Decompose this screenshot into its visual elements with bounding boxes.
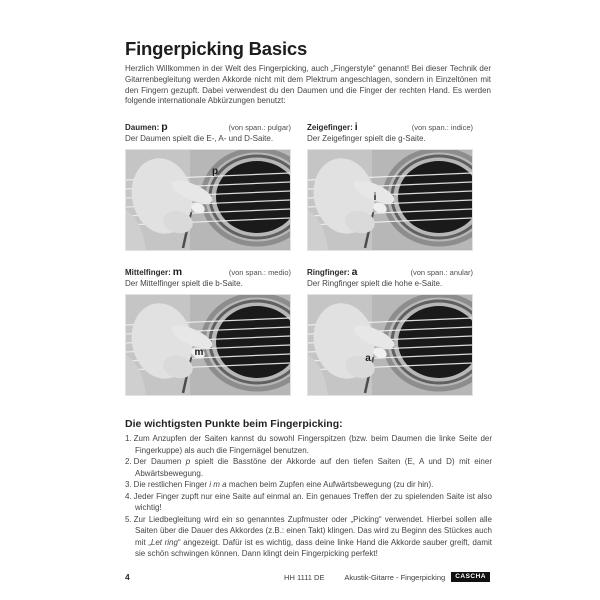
- finger-label-row: [125, 120, 291, 133]
- point-number: 2.: [125, 457, 132, 466]
- page-number: 4: [125, 572, 130, 582]
- finger-description: Der Zeigefinger spielt die g-Saite.: [307, 134, 426, 143]
- points-heading: Die wichtigsten Punkte beim Fingerpicking:: [125, 417, 343, 430]
- book-title: Akustik-Gitarre - Fingerpicking: [344, 572, 446, 582]
- point-segment: Zur Liedbegleitung wird ein so genanntes Zupfmuster oder „Picking“ verwendet. Hierbei sollen alle Saiten über die Dauer des Akkordes (z.B.: einen Takt) klingen. Das wird zu Beginn des Stückes auch mit „: [133, 514, 492, 547]
- intro-paragraph: Herzlich Willkommen in der Welt des Fingerpicking, auch „Fingerstyle“ genannt! Bei dieser Technik der Gitarrenbegleitung werden Akkorde nicht mit dem Plektrum angeschlagen, sondern in Einzeltönen mit den Fingern gezupft. Dabei verwendest du den Daumen und die Finger der rechten Hand. Es werden folgende internationale Abkürzungen benutzt:: [125, 64, 491, 106]
- point-item: [125, 514, 492, 560]
- finger-name: Daumen:: [125, 123, 160, 132]
- finger-letter: a: [351, 266, 358, 278]
- point-item: [125, 479, 492, 491]
- finger-figure: [307, 265, 473, 396]
- finger-name: Ringfinger:: [307, 268, 350, 277]
- finger-name: Zeigefinger:: [307, 123, 353, 132]
- finger-label-row: [125, 265, 291, 278]
- point-segment: i m a: [209, 480, 227, 489]
- point-segment: Der Daumen: [133, 457, 186, 466]
- point-segment: spielt die Basstöne der Akkorde auf den tiefen Saiten (E, A und D) mit einer Abwärtsbewegung.: [135, 457, 492, 478]
- point-number: 5.: [125, 514, 132, 524]
- finger-photo: [307, 149, 473, 251]
- footer-bookline: [344, 572, 490, 582]
- photo-letter-label: p: [211, 166, 219, 177]
- point-segment: “ angezeigt. Dafür ist es wichtig, dass deine linke Hand die Akkorde sauber greift, damit sie schön schwingen können. Dann klingt dein Fingerpicking perfekt!: [135, 537, 492, 558]
- point-text: [134, 434, 492, 455]
- finger-photo: [125, 294, 291, 396]
- finger-description: Der Mittelfinger spielt die b-Saite.: [125, 279, 243, 288]
- finger-letter: p: [161, 121, 168, 133]
- point-segment: Jeder Finger zupft nur eine Saite auf einmal an. Ein genaues Treffen der zu spielenden Saite ist also wichtig!: [133, 491, 492, 512]
- point-item: [125, 456, 492, 479]
- finger-origin: (von span.: indice): [411, 123, 473, 132]
- point-number: 3.: [125, 480, 132, 489]
- finger-name: Mittelfinger:: [125, 268, 171, 277]
- finger-label-row: [307, 120, 473, 133]
- point-text: [134, 492, 492, 513]
- finger-figure: [125, 265, 291, 396]
- finger-label: [125, 120, 168, 133]
- point-number: 4.: [125, 491, 132, 501]
- finger-origin: (von span.: pulgar): [228, 123, 291, 132]
- points-list: [125, 433, 492, 560]
- finger-photo: [307, 294, 473, 396]
- finger-figure: [125, 120, 291, 251]
- finger-photo: [125, 149, 291, 251]
- point-segment: machen beim Zupfen eine Aufwärtsbewegung (zu dir hin).: [226, 480, 434, 489]
- finger-label: [125, 265, 182, 278]
- point-text: [134, 515, 492, 559]
- page-title: Fingerpicking Basics: [125, 38, 308, 60]
- catalog-code: HH 1111 DE: [284, 572, 325, 582]
- point-item: [125, 433, 492, 456]
- finger-letter: m: [172, 266, 183, 278]
- finger-label: [307, 120, 358, 133]
- finger-description: Der Ringfinger spielt die hohe e-Saite.: [307, 279, 443, 288]
- point-text: [134, 457, 492, 478]
- finger-letter: i: [354, 121, 358, 133]
- finger-origin: (von span.: anular): [410, 268, 473, 277]
- point-segment: Zum Anzupfen der Saiten kannst du sowohl Fingerspitzen (bzw. beim Daumen die linke Seite der Fingerkuppe) als auch die Fingernägel benutzen.: [133, 434, 492, 455]
- point-number: 1.: [125, 434, 132, 443]
- point-segment: Let ring: [150, 537, 178, 547]
- point-text: [134, 480, 434, 489]
- point-item: [125, 491, 492, 514]
- photo-letter-label: a: [365, 353, 371, 364]
- finger-grid: [125, 120, 473, 396]
- point-segment: Die restlichen Finger: [133, 480, 210, 489]
- point-segment: p: [185, 457, 191, 466]
- page-footer: [125, 572, 490, 582]
- finger-label-row: [307, 265, 473, 278]
- finger-label: [307, 265, 358, 278]
- finger-description: Der Daumen spielt die E-, A- und D-Saite.: [125, 134, 274, 143]
- finger-origin: (von span.: medio): [228, 268, 291, 277]
- photo-letter-label: i: [373, 192, 377, 203]
- finger-figure: [307, 120, 473, 251]
- photo-letter-label: m: [194, 347, 204, 358]
- publisher-logo: CASCHA: [451, 572, 490, 582]
